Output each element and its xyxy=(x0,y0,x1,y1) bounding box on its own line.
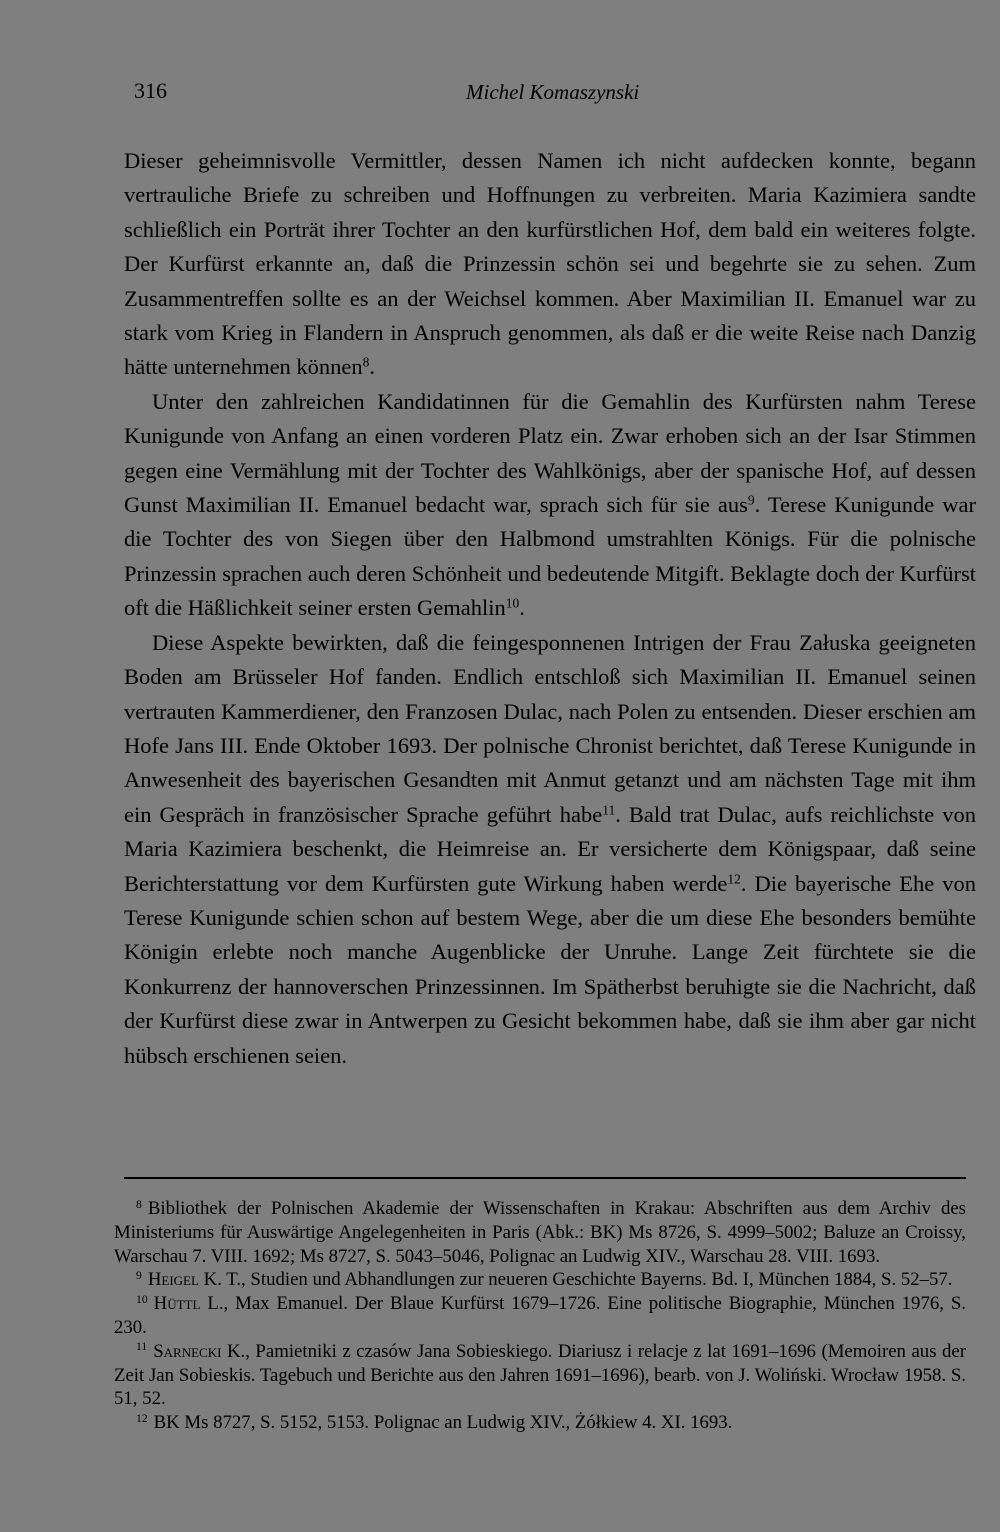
footnotes xyxy=(114,1197,966,1435)
paragraph-2-end: . xyxy=(519,595,525,621)
paragraph-2-text-a: Unter den zahlreichen Kandidatinnen für die Gemahlin des Kurfürsten nahm Terese Kunigunde von Anfang an einen vorderen Platz ein. Zwar erhoben sich an der Isar Stimmen gegen eine Vermählung mit der Tochter des Wahlkönigs, aber der spanische Hof, auf dessen Gunst Maximilian II. Emanuel bedacht war, sprach sich für sie aus xyxy=(124,388,976,518)
footnote-text: BK Ms 8727, S. 5152, 5153. Polignac an Ludwig XIV., Żółkiew 4. XI. 1693. xyxy=(153,1412,733,1434)
paragraph-2 xyxy=(124,385,976,626)
page-number: 316 xyxy=(134,78,167,103)
paragraph-1 xyxy=(124,144,976,385)
footnote-author: Heigel xyxy=(147,1269,199,1291)
paragraph-3-text-b: . Bald trat Dulac, aufs reichlichste von Maria Kazimiera beschenkt, die Heimreise an. Er versicherte dem Königspaar, daß seine Berichterstattung vor dem Kurfürsten gute Wirkung haben werde xyxy=(124,801,976,896)
footnote-text: Bibliothek der Polnischen Akademie der Wissenschaften in Krakau: Abschriften aus dem Archiv des Ministeriums für Auswärtige Angelegenheiten in Paris (Abk.: BK) Ms 8726, S. 4999–5002; Baluze an Croissy, Warschau 7. VIII. 1692; Ms 8727, S. 5043–5046, Polignac an Ludwig XIV., Warschau 28. VIII. 1693. xyxy=(114,1198,966,1267)
footnote-10 xyxy=(114,1292,966,1340)
footnote-author: Hüttl xyxy=(153,1293,201,1315)
footnote-mark: 8 xyxy=(136,1197,142,1211)
paragraph-2-text-b: . Terese Kunigunde war die Tochter des von Siegen über den Halbmond umstrahlten Königs. Für die polnische Prinzessin sprachen auch deren Schönheit und bedeutende Mitgift. Beklagte doch der Kurfürst oft die Häßlichkeit seiner ersten Gemahlin xyxy=(124,492,976,621)
running-head: Michel Komaszynski xyxy=(466,80,640,104)
footnote-12 xyxy=(114,1411,966,1435)
footnote-author: Sarnecki xyxy=(153,1340,222,1362)
footnote-8 xyxy=(114,1197,966,1268)
footnote-ref-8: 8 xyxy=(362,355,370,371)
footnote-ref-9: 9 xyxy=(747,492,755,508)
footnote-ref-12: 12 xyxy=(727,871,741,887)
paragraph-1-end: . xyxy=(369,354,376,380)
footnote-mark: 9 xyxy=(136,1268,142,1282)
paragraph-1-text: Dieser geheimnisvolle Vermittler, dessen Namen ich nicht aufdecken konnte, begann vertrauliche Briefe zu schreiben und Hoffnungen zu verbreiten. Maria Kazimiera sandte schließlich ein Porträt ihrer Tochter an den kurfürstlichen Hof, dem bald ein weiteres folgte. Der Kurfürst erkannte an, daß die Prinzessin schön sei und begehrte sie zu sehen. Zum Zusammentreffen sollte es an der Weichsel kommen. Aber Maximilian II. Emanuel war zu stark vom Krieg in Flandern in Anspruch genommen, als daß er die weite Reise nach Danzig hätte unternehmen können xyxy=(124,148,976,380)
paragraph-3 xyxy=(124,626,976,1073)
footnote-separator xyxy=(124,1177,966,1179)
paragraph-3-text-a: Diese Aspekte bewirkten, daß die feingesponnenen Intrigen der Frau Załuska geeigneten Boden am Brüsseler Hof fanden. Endlich entschloß sich Maximilian II. Emanuel seinen vertrauten Kammerdiener, den Franzosen Dulac, nach Polen zu entsenden. Dieser erschien am Hofe Jans III. Ende Oktober 1693. Der polnische Chronist berichtet, daß Terese Kunigunde in Anwesenheit des bayerischen Gesandten mit Anmut getanzt und am nächsten Tage mit ihm ein Gespräch in französischer Sprache geführt habe xyxy=(124,629,976,827)
page-header xyxy=(134,78,984,112)
footnote-ref-10: 10 xyxy=(505,595,520,611)
body-text xyxy=(124,144,976,1073)
footnote-11 xyxy=(114,1340,966,1411)
footnote-mark: 10 xyxy=(136,1292,148,1306)
footnote-mark: 11 xyxy=(136,1340,148,1354)
footnote-mark: 12 xyxy=(136,1411,148,1425)
paragraph-3-text-c: . Die bayerische Ehe von Terese Kunigunde schien schon auf bestem Wege, aber die um diese Ehe besonders bemühte Königin erlebte noch manche Augenblicke der Unruhe. Lange Zeit fürchtete sie die Konkurrenz der hannoverschen Prinzessinnen. Im Spätherbst beruhigte sie die Nachricht, daß der Kurfürst diese zwar in Antwerpen zu Gesicht bekommen habe, daß sie ihm aber gar nicht hübsch erschienen seien. xyxy=(124,870,976,1068)
footnote-ref-11: 11 xyxy=(602,802,616,818)
footnote-text: K., Pamietniki z czasów Jana Sobieskiego. Diariusz i relacje z lat 1691–1696 (Memoiren aus der Zeit Jan Sobieskis. Tagebuch und Berichte aus den Jahren 1691–1696), bearb. von J. Woliński. Wrocław 1958. S. 51, 52. xyxy=(114,1340,966,1410)
footnote-text: K. T., Studien und Abhandlungen zur neueren Geschichte Bayerns. Bd. I, München 1884, S. 52–57. xyxy=(198,1269,953,1291)
footnote-9 xyxy=(114,1268,966,1292)
footnote-text: L., Max Emanuel. Der Blaue Kurfürst 1679–1726. Eine politische Biographie, München 1976, S. 230. xyxy=(114,1293,966,1338)
